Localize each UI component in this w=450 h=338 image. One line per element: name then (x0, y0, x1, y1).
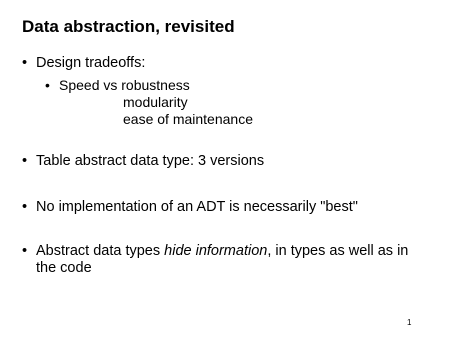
page-number: 1 (407, 318, 412, 327)
bullet-dot: • (22, 153, 28, 169)
bullet-dot: • (22, 55, 28, 71)
sub-bullet-continuation-modularity: modularity (123, 94, 188, 110)
slide-title: Data abstraction, revisited (22, 17, 235, 36)
bullet-text-pre: Abstract data types (36, 243, 165, 259)
sub-bullet-text: Speed vs robustness (59, 77, 190, 93)
bullet-text: Design tradeoffs: (36, 55, 146, 71)
sub-bullet-continuation-maintenance: ease of maintenance (123, 111, 253, 127)
bullet-text (36, 243, 408, 260)
bullet-abstract-data-types-line2: the code (36, 260, 92, 276)
bullet-dot: • (45, 77, 50, 93)
bullet-dot: • (22, 243, 28, 259)
bullet-text: No implementation of an ADT is necessarily "best" (36, 199, 358, 215)
bullet-dot: • (22, 199, 28, 215)
bullet-text-post: , in types as well as in (267, 243, 409, 259)
bullet-text-emphasis: hide information (164, 243, 268, 259)
bullet-text: Table abstract data type: 3 versions (36, 153, 265, 169)
